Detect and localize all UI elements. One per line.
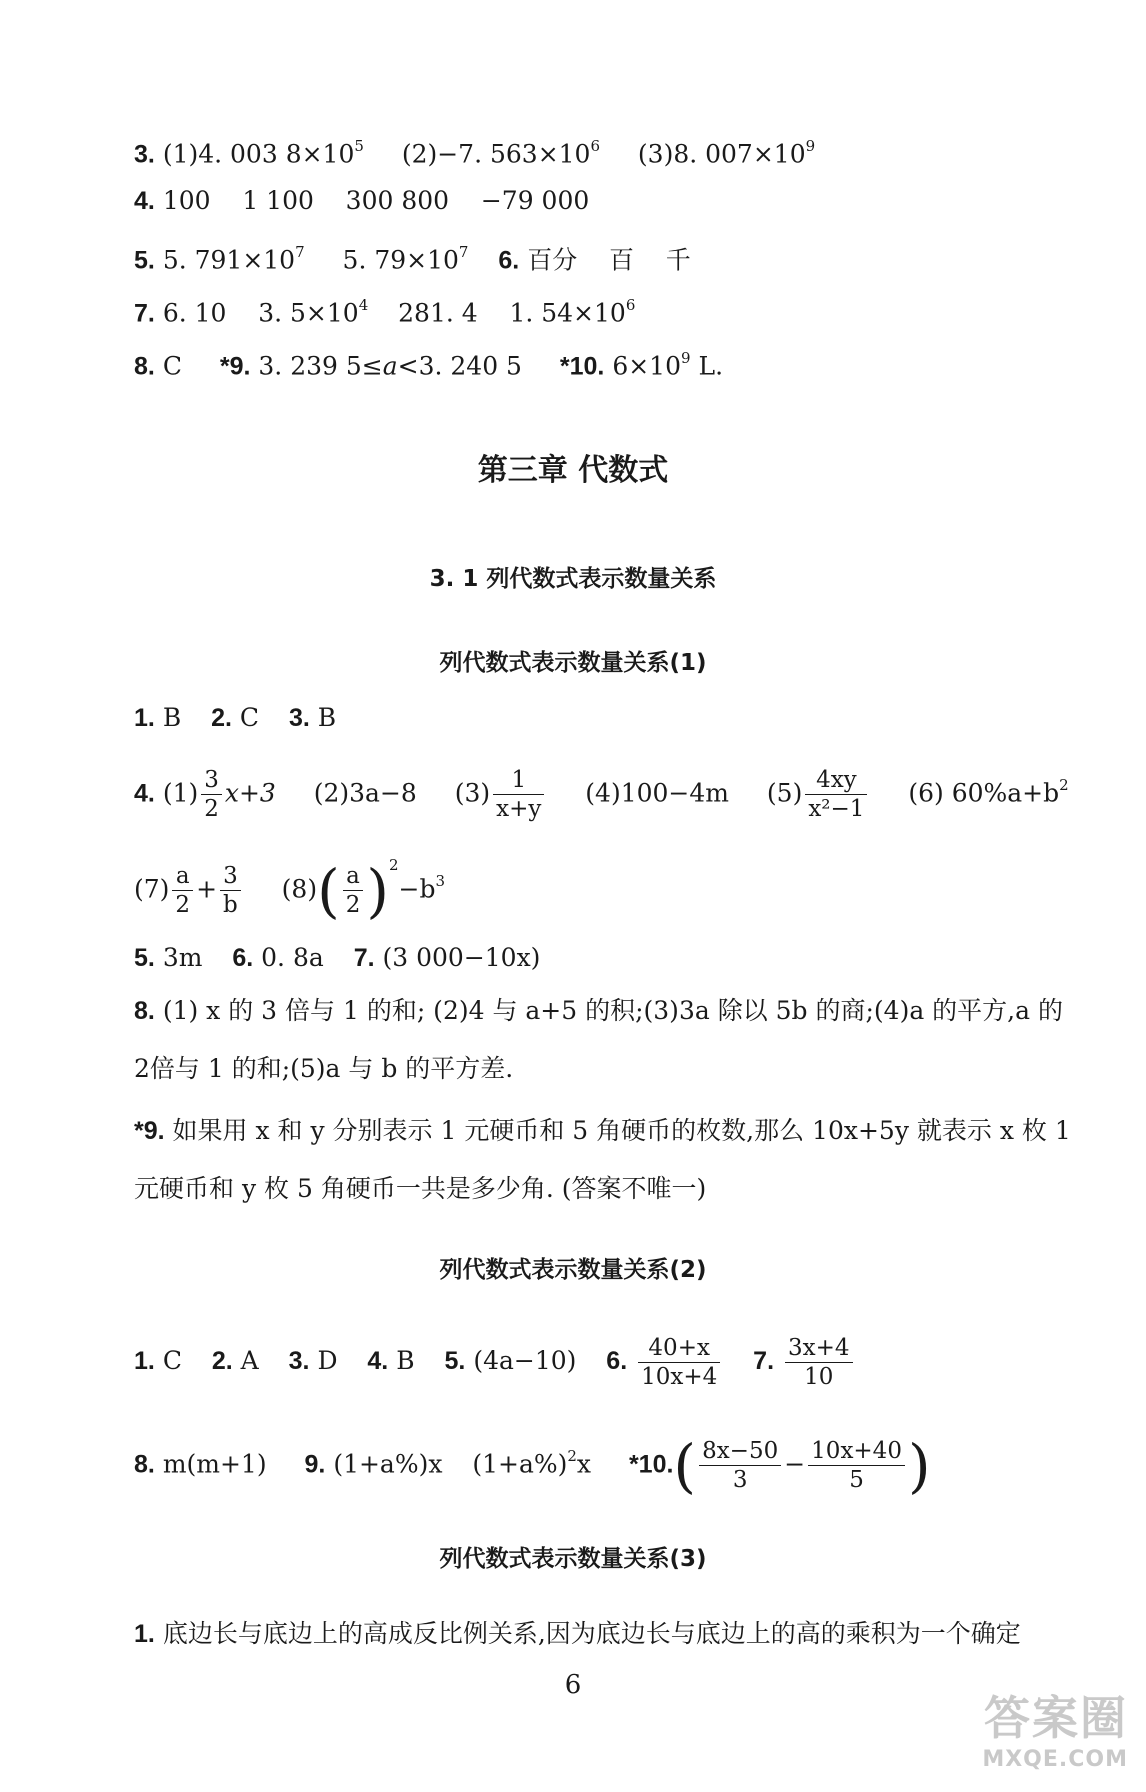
answer-5-6: 5. 5. $791\times 10^7$ 5. $79\times 10^7$ 6. 百分 百 千 bbox=[134, 243, 691, 275]
s1-answer-9: *9. 如果用 x 和 y 分别表示 1 元硬币和 5 角硬币的枚数,那么 10x+5y 就表示 x 枚 1元硬币和 y 枚 5 角硬币一共是多少角. (答案不唯一) bbox=[134, 1116, 1071, 1203]
s1-answer-4: 4. (1) $\frac{3}{2}$ x+3 (2)3a−8 (3) $\frac{1}{x+y}$ (4)100−4m (5) $\frac{4xy}{\text{x²−1}}$ (6) $60\%a+b^2$ bbox=[134, 767, 1069, 823]
watermark-logo: 答案圈 MXQE.COM bbox=[982, 1691, 1128, 1772]
fraction: $\frac{3x+4}{10}$ bbox=[785, 1336, 853, 1389]
fraction: $\frac{8x-50}{3}$ bbox=[699, 1439, 781, 1492]
subsection-title-1: 列代数式表示数量关系(1) bbox=[439, 650, 707, 676]
fraction: $\frac{a}{2}$ bbox=[172, 864, 193, 917]
subsection-title-2: 列代数式表示数量关系(2) bbox=[439, 1257, 707, 1283]
s1-answer-8: 8. (1) x 的 3 倍与 1 的和; (2)4 与 a+5 的积;(3)3a 除以 5b 的商;(4)a 的平方,a 的 2倍与 1 的和;(5)a 与 b 的平方差. bbox=[134, 996, 1063, 1083]
chapter-title: 第三章 代数式 bbox=[477, 453, 669, 488]
fraction: $\frac{10x+40}{5}$ bbox=[808, 1439, 905, 1492]
s2-answer-8-10: 8. m(m+1) 9. (1+a%)x $(1+a\%)^2x$ *10.( $\frac{8x-50}{3}$ − $\frac{10x+40}{5}$ ) bbox=[134, 1431, 931, 1500]
answer-4: 4. 100 1 100 300 800 −79 000 bbox=[134, 186, 590, 215]
s1-answer-4-cont: (7) $\frac{a}{2}$ + $\frac{3}{b}$ (8)( $\frac{a}{2}$ )$^2-b^3$ bbox=[134, 856, 446, 925]
s1-answer-5-6-7: 5. 3m 6. 0. 8a 7. (3 000−10x) bbox=[134, 943, 541, 972]
fraction: $\frac{3}{2}$ bbox=[201, 768, 222, 821]
section-title: 3. 1 列代数式表示数量关系 bbox=[429, 566, 717, 592]
fraction: $\frac{3}{b}$ bbox=[220, 864, 241, 917]
s3-answer-1: 1. 底边长与底边上的高成反比例关系,因为底边长与底边上的高的乘积为一个确定 bbox=[134, 1619, 1021, 1648]
fraction: $\frac{1}{x+y}$ bbox=[493, 768, 544, 821]
fraction: $\frac{a}{2}$ bbox=[343, 864, 364, 917]
page-number: 6 bbox=[564, 1670, 582, 1700]
answer-8-9-10: 8. C *9. 3. 239 5≤a<3. 240 5 *10. $6\times 10^9$ L. bbox=[134, 349, 724, 381]
fraction: $\frac{4xy}{\text{x²−1}}$ bbox=[805, 768, 867, 821]
s1-answer-1-2-3: 1. B 2. C 3. B bbox=[134, 703, 337, 732]
s2-answer-1-7: 1. C 2. A 3. D 4. B 5. (4a−10) 6. $\frac{40+x}{10x+4}$ 7. $\frac{3x+4}{10}$ bbox=[134, 1326, 1086, 1396]
fraction: $\frac{40+x}{10x+4}$ bbox=[638, 1336, 720, 1389]
answer-7: 7. 6. 10 3. $5\times 10^4$ 281. 4 1. $54\times 10^6$ bbox=[134, 296, 636, 328]
answer-3: 3. (1)4. 003 $8\times 10^5$ (2)−7. $563\times 10^6$ (3)8. $007\times 10^9$ bbox=[134, 137, 816, 169]
subsection-title-3: 列代数式表示数量关系(3) bbox=[439, 1546, 707, 1572]
